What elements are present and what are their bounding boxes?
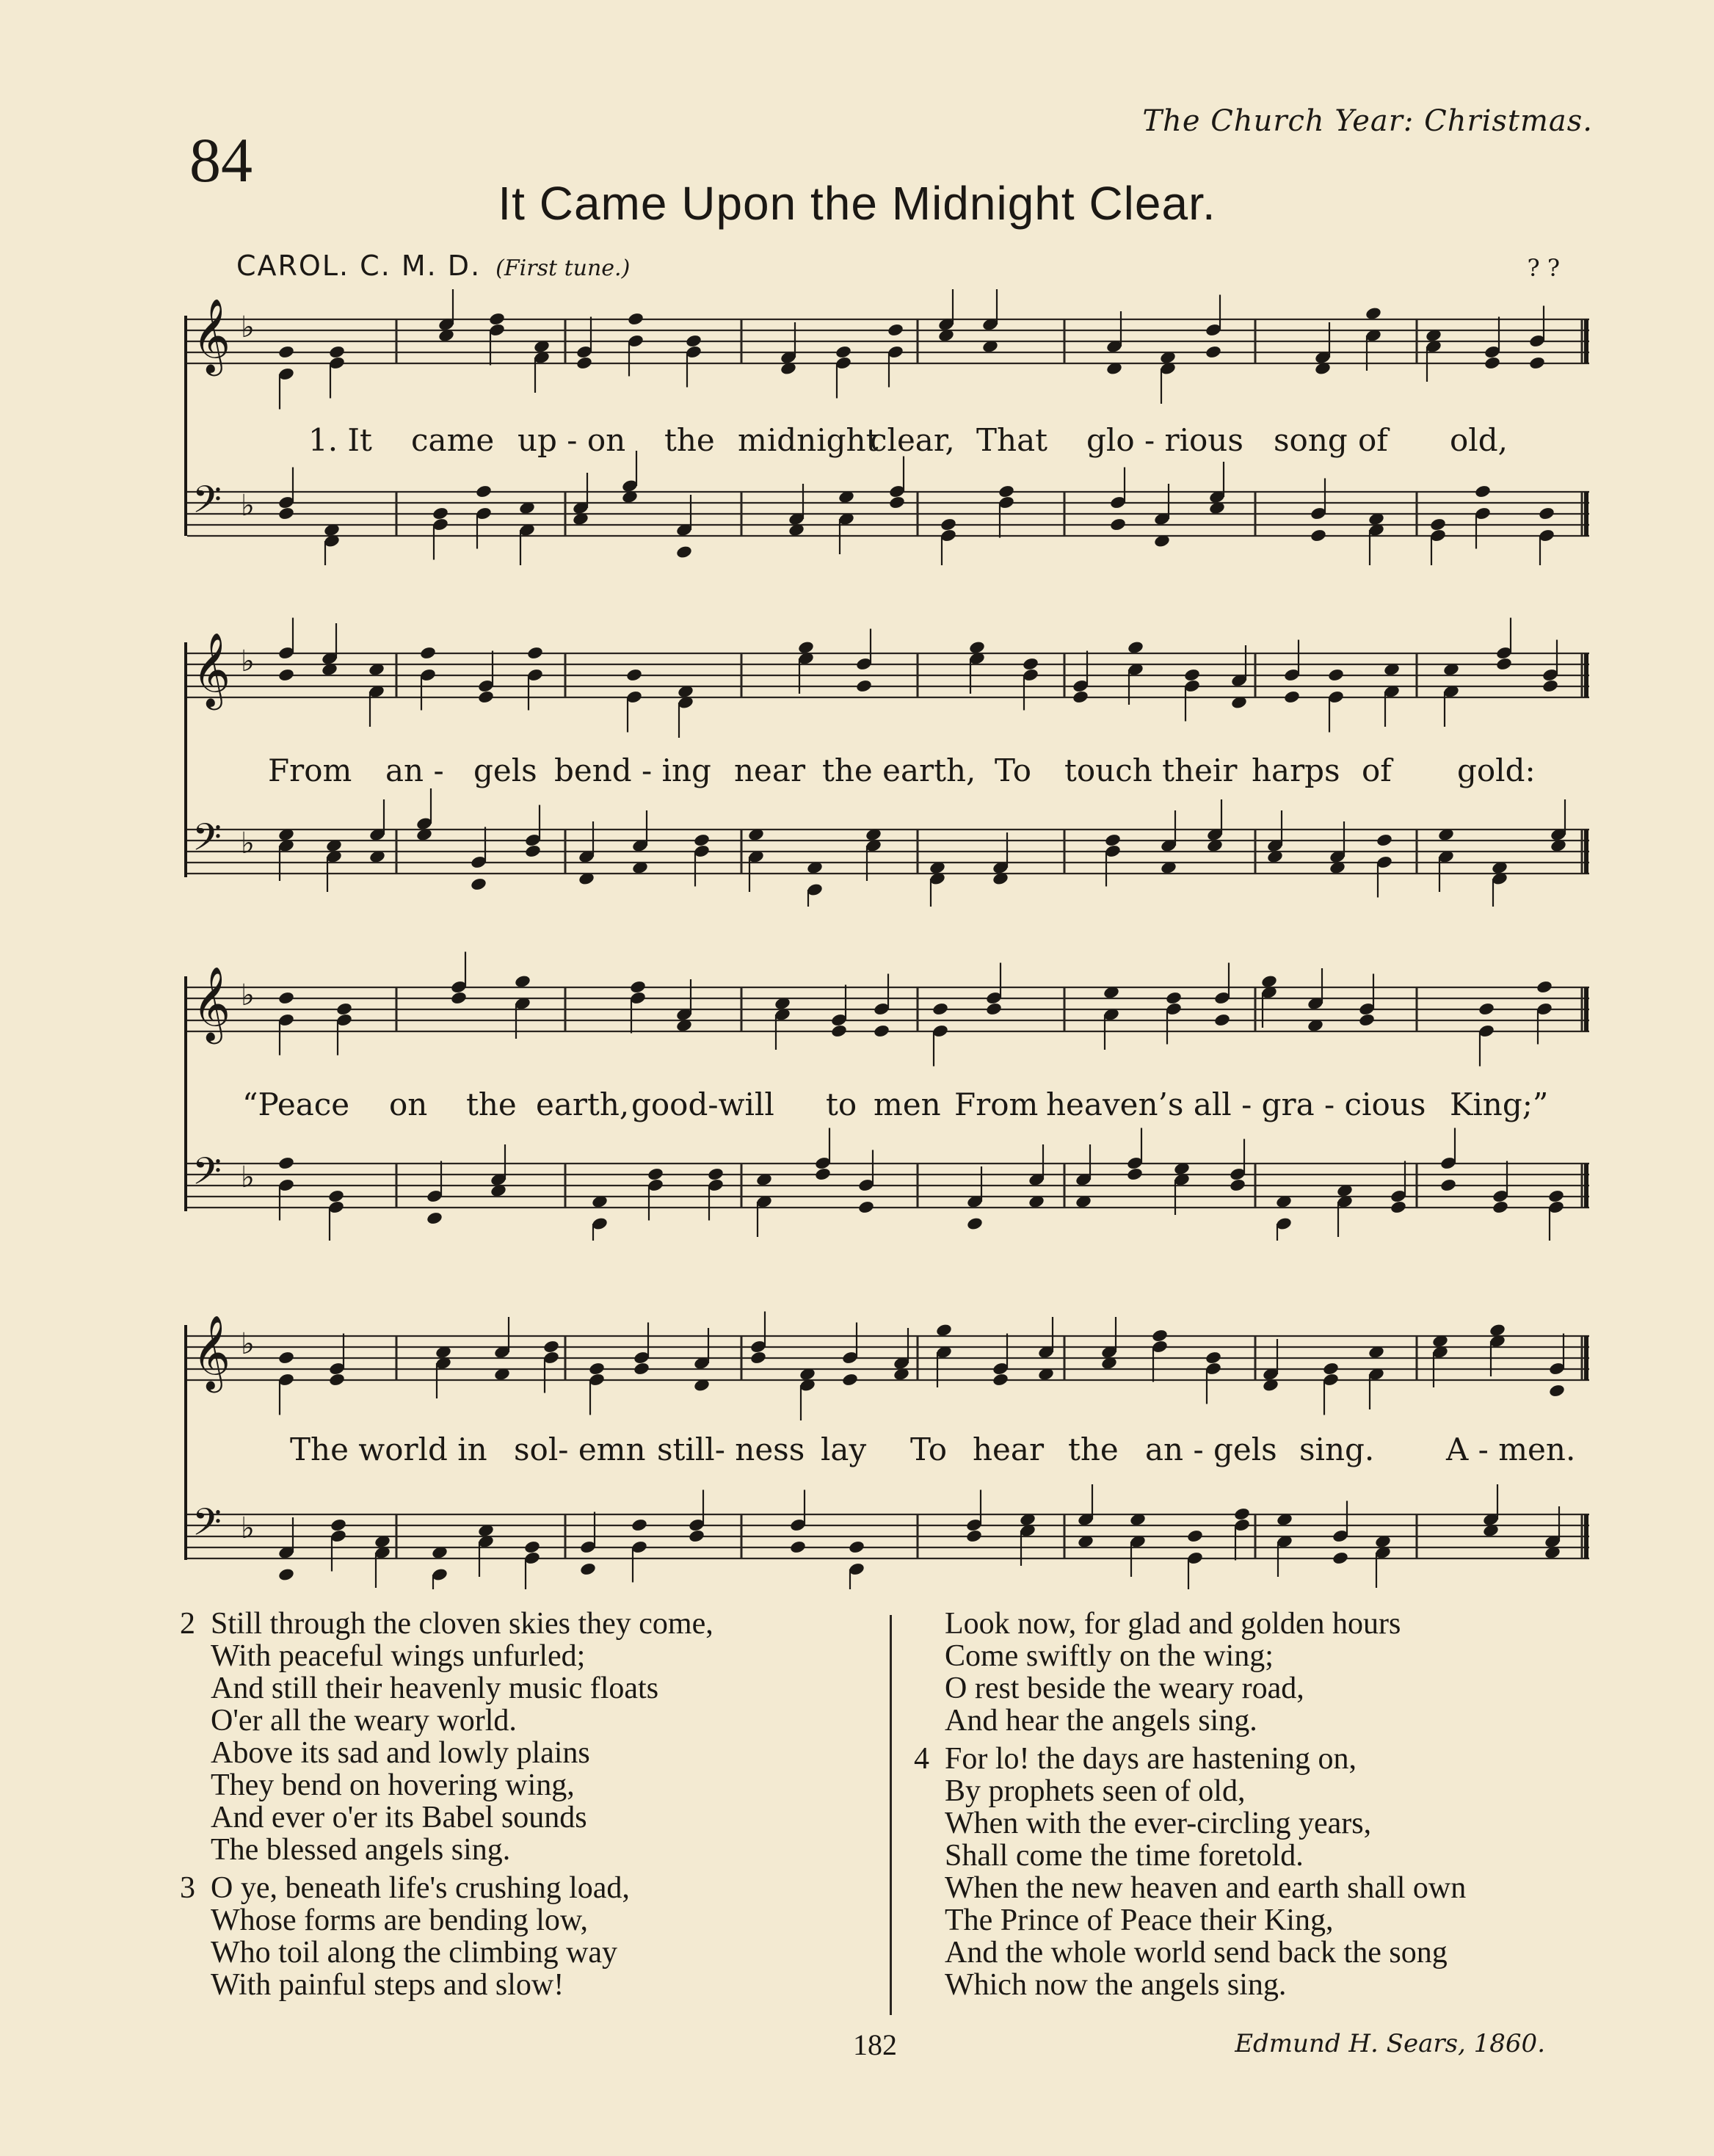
flat-icon: ♭ [241,489,255,523]
note-head [277,1567,295,1582]
note-head [932,1002,949,1017]
verse-line: Shall come the time foretold. [945,1839,1304,1873]
bass-clef-icon: 𝄢 [192,1149,222,1202]
lyric-syllable: hear [973,1431,1045,1467]
lyric-syllable: The world in [290,1431,487,1467]
note-head [419,646,437,661]
note-head [1484,356,1501,371]
lyric-syllable: of [1358,422,1388,458]
note-head [328,345,346,360]
note-head [965,1529,983,1544]
flat-icon: ♭ [241,827,255,860]
treble-clef-icon: 𝄞 [192,1314,231,1390]
bass-clef-icon: 𝄢 [192,1500,222,1553]
note-head [1183,668,1201,683]
lyric-syllable: To [995,752,1032,788]
music-system-3 [184,932,1597,1241]
page-number: 182 [853,2028,897,2061]
lyric-syllable: earth, [536,1086,630,1122]
lyrics-line [184,422,1597,466]
note-head [1310,529,1327,543]
note-head [1332,1551,1349,1566]
treble-clef-icon: 𝄞 [192,965,231,1041]
verse-line: 2 Still through the cloven skies they come, [180,1607,713,1641]
hymn-title: It Came Upon the Midnight Clear. [498,177,1216,230]
lyrics-line [184,1431,1597,1476]
note-head [450,991,468,1006]
note-head [887,323,904,338]
flat-icon: ♭ [241,311,255,344]
lyric-syllable: King;” [1450,1086,1549,1122]
flat-icon: ♭ [241,1161,255,1194]
verse-line: And ever o'er its Babel sounds [211,1801,587,1834]
note-head [814,1167,832,1182]
note-head [1229,1178,1246,1193]
staff-pair [184,272,1597,565]
note-head [1429,518,1447,532]
note-head [940,518,957,532]
tune-name: CAROL. C. M. D. [236,250,482,282]
note-head [1022,657,1039,672]
note-head [631,1518,648,1533]
music-system-2 [184,598,1597,907]
note-head [1474,484,1492,499]
lyrics-line [184,1086,1597,1130]
note-head [1151,1329,1169,1343]
lyric-syllable: the [664,422,715,458]
verse-line: With peaceful wings unfurled; [211,1639,586,1673]
note-head [789,1540,807,1555]
note-head [1165,991,1183,1006]
note-head [523,1540,541,1555]
note-head [707,1167,725,1182]
lyric-syllable: the [1068,1431,1119,1467]
note-head [277,507,295,521]
verse-line: And hear the angels sing. [945,1704,1257,1738]
note-head [835,345,852,360]
lyric-syllable: From [954,1086,1039,1122]
lyric-syllable: of [1362,752,1392,788]
note-head [855,679,873,694]
note-head [330,1518,347,1533]
lyric-syllable: glo - rious [1086,422,1243,458]
note-head [426,1211,443,1226]
lyric-syllable: “Peace [242,1086,350,1122]
note-head [1538,507,1555,521]
lyric-syllable: clear, [870,422,955,458]
note-head [277,1156,295,1171]
lyric-syllable: lay [821,1431,867,1467]
note-head [488,312,506,327]
note-head [629,980,647,995]
column-divider [890,1615,892,2015]
lyric-syllable: sol- emn [514,1431,646,1467]
verse-line: And the whole world send back the song [945,1936,1448,1970]
note-head [888,496,906,510]
lyric-syllable: From [268,752,352,788]
note-head [1327,668,1345,683]
note-head [1213,1013,1231,1028]
flat-icon: ♭ [241,979,255,1012]
note-head [328,1373,346,1387]
lyric-syllable: To [910,1431,948,1467]
note-head [693,833,711,848]
verse-line: O'er all the weary world. [211,1704,517,1738]
lyric-syllable: on [389,1086,428,1122]
note-head [857,1200,875,1215]
note-head [526,646,544,661]
note-head [1492,1200,1509,1215]
verse-line: Come swiftly on the wing; [945,1639,1274,1673]
verse-line: The Prince of Peace their King, [945,1903,1334,1937]
note-head [432,507,449,521]
note-head [688,1529,705,1544]
note-head [588,1362,606,1376]
lyric-syllable: midnight [738,422,879,458]
lyric-syllable: A - men. [1446,1431,1576,1467]
lyric-syllable: heaven’s all - gra - cious [1046,1086,1426,1122]
note-head [985,1002,1003,1017]
note-head [685,334,702,349]
note-head [1478,1002,1495,1017]
note-head [1548,1384,1566,1398]
hymn-number: 84 [189,125,253,195]
note-head [470,877,487,892]
tune-query: ? ? [1527,254,1560,282]
note-head [848,1540,865,1555]
lyric-syllable: 1. It [308,422,372,458]
note-head [1358,1013,1376,1028]
flat-icon: ♭ [241,645,255,678]
lyrics-line [184,752,1597,796]
flat-icon: ♭ [241,1327,255,1361]
note-head [992,1373,1009,1387]
verse-line: 3 O ye, beneath life's crushing load, [180,1871,630,1905]
lyric-syllable: gels [473,752,537,788]
verse-line: They bend on hovering wing, [211,1768,575,1802]
note-head [277,345,295,360]
note-head [579,1562,597,1577]
lyric-syllable: harps [1252,752,1340,788]
lyric-syllable: up - on [518,422,626,458]
verse-line: When the new heaven and earth shall own [945,1871,1467,1905]
lyric-syllable: came [411,422,495,458]
lyric-syllable: near [734,752,806,788]
verse-line: By prophets seen of old, [945,1774,1246,1808]
lyric-syllable: an - [385,752,444,788]
note-head [1322,1362,1340,1376]
note-head [575,356,593,371]
note-head [542,1340,560,1354]
note-head [966,1216,984,1231]
verse-line: When with the ever-circling years, [945,1807,1372,1840]
note-head [1186,1529,1204,1544]
note-head [1541,679,1559,694]
note-head [1283,690,1301,705]
note-head [749,1351,767,1365]
note-head [841,1373,859,1387]
note-head [475,484,493,499]
note-head [1547,1189,1565,1204]
verse-line: Look now, for glad and golden hours [945,1607,1401,1641]
lyric-syllable: song [1274,422,1348,458]
lyric-syllable: still- ness [657,1431,805,1467]
note-head [277,1351,295,1365]
verse-line: With painful steps and slow! [211,1968,564,2002]
lyric-syllable: an - gels [1145,1431,1277,1467]
note-head [998,484,1015,499]
lyric-syllable: to [826,1086,857,1122]
note-head [335,1002,353,1017]
author-credit: Edmund H. Sears, 1860. [1235,2029,1545,2058]
verse-number: 2 [180,1607,195,1641]
verse-line: Who toil along the climbing way [211,1936,618,1970]
verse-line: O rest beside the weary road, [945,1672,1304,1705]
lyric-syllable: old, [1450,422,1508,458]
note-head [1104,833,1122,848]
note-head [830,1024,848,1039]
treble-clef-icon: 𝄞 [192,297,231,373]
note-head [873,1024,890,1039]
lyric-syllable: the earth, [822,752,976,788]
treble-clef-icon: 𝄞 [192,631,231,707]
note-head [1126,1167,1144,1182]
verse-number: 3 [180,1871,195,1905]
verses-left-column [180,1608,713,2001]
lyric-syllable: bend - ing [554,752,711,788]
note-head [327,1189,345,1204]
note-head [1495,657,1513,672]
note-head [675,545,693,559]
music-system-1 [184,272,1597,565]
lyric-syllable: That [976,422,1047,458]
note-head [627,312,644,327]
note-head [1536,980,1553,995]
verse-number: 4 [914,1742,929,1776]
verses-right-column [914,1608,1466,2001]
verse-line: And still their heavenly music floats [211,1672,659,1705]
music-system-4 [184,1281,1597,1589]
verse-line: 4 For lo! the days are hastening on, [914,1742,1357,1776]
lyric-syllable: touch their [1064,752,1238,788]
lyric-syllable: the [466,1086,517,1122]
note-head [647,1167,664,1182]
tune-note: (First tune.) [495,255,631,281]
section-heading: The Church Year: Christmas. [1142,104,1593,138]
note-head [1205,1351,1222,1365]
verse-line: The blessed angels sing. [211,1833,511,1867]
bass-clef-icon: 𝄢 [192,815,222,868]
note-head [477,690,495,705]
note-head [1528,356,1546,371]
note-head [1109,518,1127,532]
note-head [1205,345,1222,360]
note-head [277,991,295,1006]
note-head [1390,1200,1407,1215]
lyric-syllable: men [874,1086,941,1122]
flat-icon: ♭ [241,1511,255,1545]
note-head [1439,1178,1457,1193]
note-head [625,668,643,683]
verses [180,1608,1597,2026]
verse-line: Whose forms are bending low, [211,1903,588,1937]
note-head [1376,833,1393,848]
note-head [1233,1507,1251,1522]
verse-line: Which now the angels sing. [945,1968,1287,2002]
lyric-syllable: sing. [1299,1431,1375,1467]
bass-clef-icon: 𝄢 [192,477,222,531]
note-head [1072,690,1089,705]
note-head [633,1362,650,1376]
note-head [524,844,542,859]
lyric-syllable: good-will [631,1086,774,1122]
verse-line: Above its sad and lowly plains [211,1736,590,1770]
lyric-syllable: gold: [1457,752,1536,788]
note-head [277,668,295,683]
